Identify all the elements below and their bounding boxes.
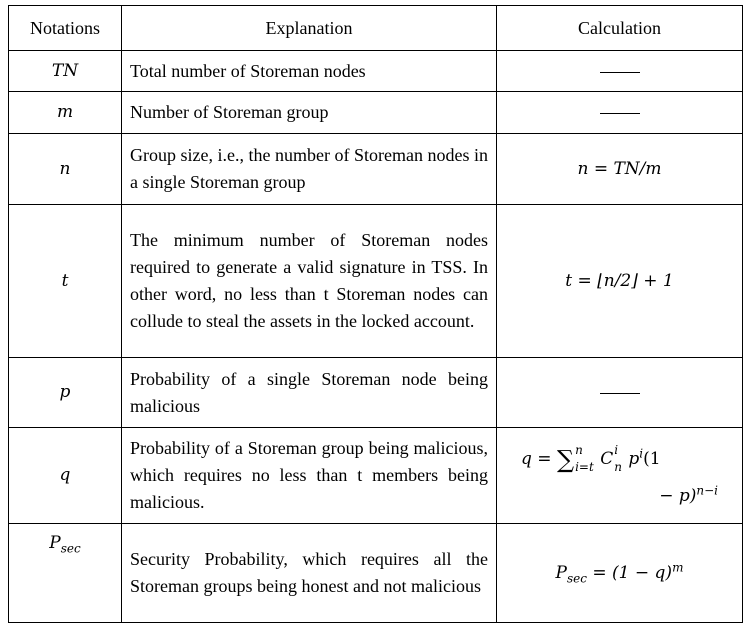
p: p (628, 448, 640, 469)
notation: t (9, 205, 122, 358)
q-lhs: q = (521, 448, 557, 469)
sum-lower: i=t (575, 460, 594, 474)
calculation (497, 358, 743, 428)
explanation: Number of Storeman group (122, 92, 497, 134)
open-term: (1 (643, 448, 661, 469)
header-row (9, 6, 743, 51)
c: C (600, 448, 614, 469)
p-base: P (49, 533, 61, 553)
p-sub: sec (567, 570, 587, 585)
notation (9, 524, 122, 623)
sum-upper: n (575, 443, 583, 457)
notation: n (9, 134, 122, 205)
notation: p (9, 358, 122, 428)
c-sub: n (614, 460, 622, 474)
calculation-q (497, 428, 743, 524)
q-formula-line-1 (505, 439, 734, 479)
explanation: Total number of Storeman nodes (122, 51, 497, 92)
dash (600, 72, 640, 73)
table-row (9, 205, 743, 358)
formula-rest: = (1 − q) (586, 562, 673, 583)
notation: m (9, 92, 122, 134)
c-scripts (614, 442, 622, 476)
sum-symbol: ∑ (556, 445, 575, 473)
sum-limits (575, 442, 594, 476)
notation-table (8, 5, 743, 623)
header-calculation: Calculation (497, 6, 743, 51)
calculation (497, 92, 743, 134)
notation: TN (9, 51, 122, 92)
p-base: P (555, 562, 567, 583)
table-row (9, 51, 743, 92)
calculation (497, 51, 743, 92)
p-sub: sec (60, 541, 81, 556)
table-row (9, 524, 743, 623)
notation: q (9, 428, 122, 524)
q-formula-line-2 (505, 479, 734, 513)
explanation: The minimum number of Storeman nodes required to generate a valid signature in TSS. In other word, no less than t Storeman nodes can collude to steal the assets in the locked account. (122, 205, 497, 358)
explanation: Group size, i.e., the number of Storeman nodes in a single Storeman group (122, 134, 497, 205)
calculation: t = ⌊n/2⌋ + 1 (497, 205, 743, 358)
table-row (9, 92, 743, 134)
close-term: − p) (659, 485, 697, 506)
calculation: n = TN/m (497, 134, 743, 205)
explanation: Probability of a single Storeman node being malicious (122, 358, 497, 428)
table-row (9, 428, 743, 524)
exponent: m (672, 559, 684, 574)
exponent: n−i (696, 482, 718, 497)
p-sup: i (639, 445, 644, 460)
calculation (497, 524, 743, 623)
header-notations: Notations (9, 6, 122, 51)
explanation: Probability of a Storeman group being malicious, which requires no less than t members being malicious. (122, 428, 497, 524)
c-sup: i (614, 443, 619, 457)
table-row (9, 358, 743, 428)
explanation: Security Probability, which requires all the Storeman groups being honest and not malicious (122, 524, 497, 623)
dash (600, 393, 640, 394)
dash (600, 113, 640, 114)
header-explanation: Explanation (122, 6, 497, 51)
table-row (9, 134, 743, 205)
